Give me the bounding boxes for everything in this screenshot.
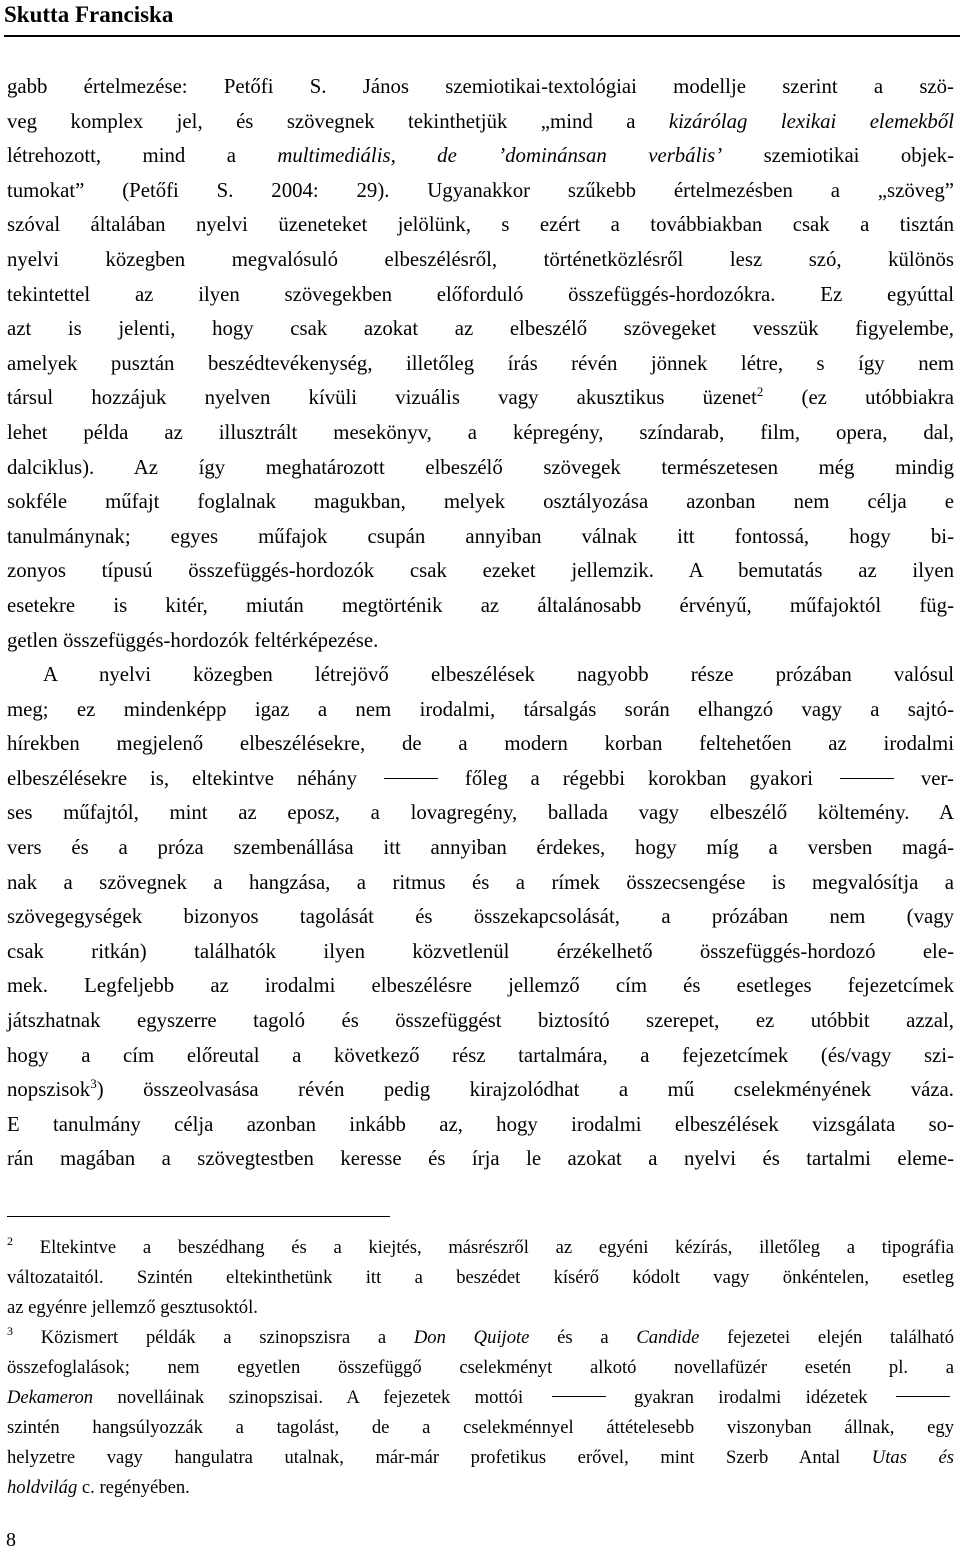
text-line: A nyelvi közegben létrejövő elbeszélések nagyobb része prózában valósul	[43, 663, 954, 687]
text-line: játszhatnak egyszerre tagoló és összefüggést biztosító szerepet, ez utóbbit azzal,	[7, 1009, 954, 1033]
footnotes	[7, 1233, 954, 1503]
footnote-3	[7, 1323, 954, 1503]
text-line: szövegegységek bizonyos tagolását és összekapcsolását, a prózában nem (vagy	[7, 905, 954, 929]
text-line: veg komplex jel, és szövegnek tekinthetjük „mind a kizárólag lexikai elemekből	[7, 109, 954, 133]
footnote-line: az egyénre jellemző gesztusoktól.	[7, 1297, 258, 1318]
em-dash	[896, 1396, 950, 1397]
paragraph-1	[7, 70, 954, 658]
text-line: azt is jelenti, hogy csak azokat az elbeszélő szövegeket vesszük figyelembe,	[7, 317, 954, 341]
text-line: mek. Legfeljebb az irodalmi elbeszélésre jellemző cím és esetleges fejezetcímek	[7, 974, 954, 998]
paragraph-2	[7, 658, 954, 1177]
text-line: amelyek pusztán beszédtevékenység, illetőleg írás révén jönnek létre, s így nem	[7, 351, 954, 375]
text-line: tekintettel az ilyen szövegekben előforduló összefüggés-hordozókra. Ez egyúttal	[7, 282, 954, 306]
footnote-ref-3[interactable]: 3	[90, 1076, 97, 1092]
body-text	[7, 70, 954, 1177]
header-rule	[4, 35, 960, 37]
text-line: tanulmánynak; egyes műfajok csupán annyiban válnak itt fontossá, hogy bi-	[7, 524, 954, 548]
footnote-line: $^2$ Eltekintve a beszédhang és a kiejtés, másrészről az egyéni kézírás, illetőleg a tipográfia	[7, 1234, 954, 1258]
text-line: sokféle műfajt foglalnak magukban, melyek osztályozása azonban nem célja e	[7, 490, 954, 514]
em-dash	[840, 778, 894, 779]
footnote-line: változataitól. Szintén eltekinthetünk itt a beszédet kísérő kódolt vagy önkéntelen, esetleg	[7, 1267, 954, 1288]
text-line: esetekre is kitér, miután megtörténik az általánosabb érvényű, műfajoktól füg-	[7, 593, 954, 617]
footnote-line: helyzetre vagy hangulatra utalnak, már-már profetikus erővel, mint Szerb Antal Utas és	[7, 1447, 954, 1468]
text-line: nak a szövegnek a hangzása, a ritmus és a rímek összecsengése is megvalósítja a	[7, 870, 954, 894]
footnote-2	[7, 1233, 954, 1323]
italic-quote: multimediális, de ’dominánsan verbális’	[277, 144, 723, 168]
text-line: meg; ez mindenképp igaz a nem irodalmi, társalgás során elhangzó vagy a sajtó-	[7, 697, 954, 721]
footnote-rule	[7, 1216, 390, 1217]
text-line: lehet példa az illusztrált mesekönyv, a képregény, színdarab, film, opera, dal,	[7, 420, 954, 444]
text-line: szóval általában nyelvi üzeneteket jelölünk, s ezért a továbbiakban csak a tisztán	[7, 213, 954, 237]
text-line: létrehozott, mind a multimediális, de ’dominánsan verbális’ szemiotikai objek-	[7, 144, 954, 168]
text-line: dalciklus). Az így meghatározott elbeszélő szövegek természetesen még mindig	[7, 455, 954, 479]
page-number: 8	[6, 1529, 16, 1551]
text-line: hogy a cím előreutal a következő rész tartalmára, a fejezetcímek (és/vagy szi-	[7, 1043, 954, 1067]
em-dash	[384, 778, 438, 779]
text-line: getlen összefüggés-hordozók feltérképezése.	[7, 628, 379, 652]
footnote-line: Dekameron novelláinak szinopszisai. A fejezetek mottói gyakran irodalmi idézetek	[7, 1383, 954, 1413]
footnote-line: szintén hangsúlyozzák a tagolást, de a cselekménnyel áttételesebb viszonyban állnak, egy	[7, 1417, 954, 1438]
footnote-mark: 2	[7, 1234, 13, 1248]
footnote-mark: 3	[7, 1324, 13, 1338]
footnote-line: $^3$ Közismert példák a szinopszisra a Don Quijote és a Candide fejezetei elején található	[7, 1324, 955, 1348]
footnote-line: összefoglalások; nem egyetlen összefüggő cselekményt alkotó novellafüzér esetén pl. a	[7, 1357, 954, 1378]
text-line: hírekben megjelenő elbeszélésekre, de a modern korban feltehetően az irodalmi	[7, 732, 954, 756]
text-line: csak ritkán) találhatók ilyen közvetlenül érzékelhető összefüggés-hordozó ele-	[7, 939, 954, 963]
footnote-ref-2[interactable]: 2	[756, 384, 764, 400]
em-dash	[552, 1396, 606, 1397]
running-head: Skutta Franciska	[4, 2, 174, 27]
text-line: zonyos típusú összefüggés-hordozók csak ezeket jellemzik. A bemutatás az ilyen	[7, 559, 954, 583]
text-line: társul hozzájuk nyelven kívüli vizuális vagy akusztikus üzenet$^2$ (ez utóbbiakra	[7, 384, 954, 410]
text-line: elbeszélésekre is, eltekintve néhány főleg a régebbi korokban gyakori ver-	[7, 766, 954, 790]
text-line: rán magában a szövegtestben keresse és írja le azokat a nyelvi és tartalmi eleme-	[7, 1147, 954, 1171]
text-line: ses műfajtól, mint az eposz, a lovagregény, ballada vagy elbeszélő költemény. A	[7, 801, 954, 825]
text-line: nyelvi közegben megvalósuló elbeszélésről, történetközlésről lesz szó, különös	[7, 247, 954, 271]
italic-quote: kizárólag lexikai elemekből	[668, 109, 954, 133]
text-line: nopszisok$^3$) összeolvasása révén pedig kirajzolódhat a mű cselekményének váza.	[7, 1076, 954, 1102]
footnote-line: holdvilág c. regényében.	[7, 1477, 190, 1498]
text-line: gabb értelmezése: Petőfi S. János szemiotikai-textológiai modellje szerint a szö-	[7, 75, 954, 98]
text-line: E tanulmány célja azonban inkább az, hogy irodalmi elbeszélések vizsgálata so-	[7, 1112, 954, 1136]
text-line: vers és a próza szembenállása itt annyiban érdekes, hogy míg a versben magá-	[7, 836, 954, 860]
text-line: tumokat” (Petőfi S. 2004: 29). Ugyanakkor szűkebb értelmezésben a „szöveg”	[7, 178, 954, 202]
